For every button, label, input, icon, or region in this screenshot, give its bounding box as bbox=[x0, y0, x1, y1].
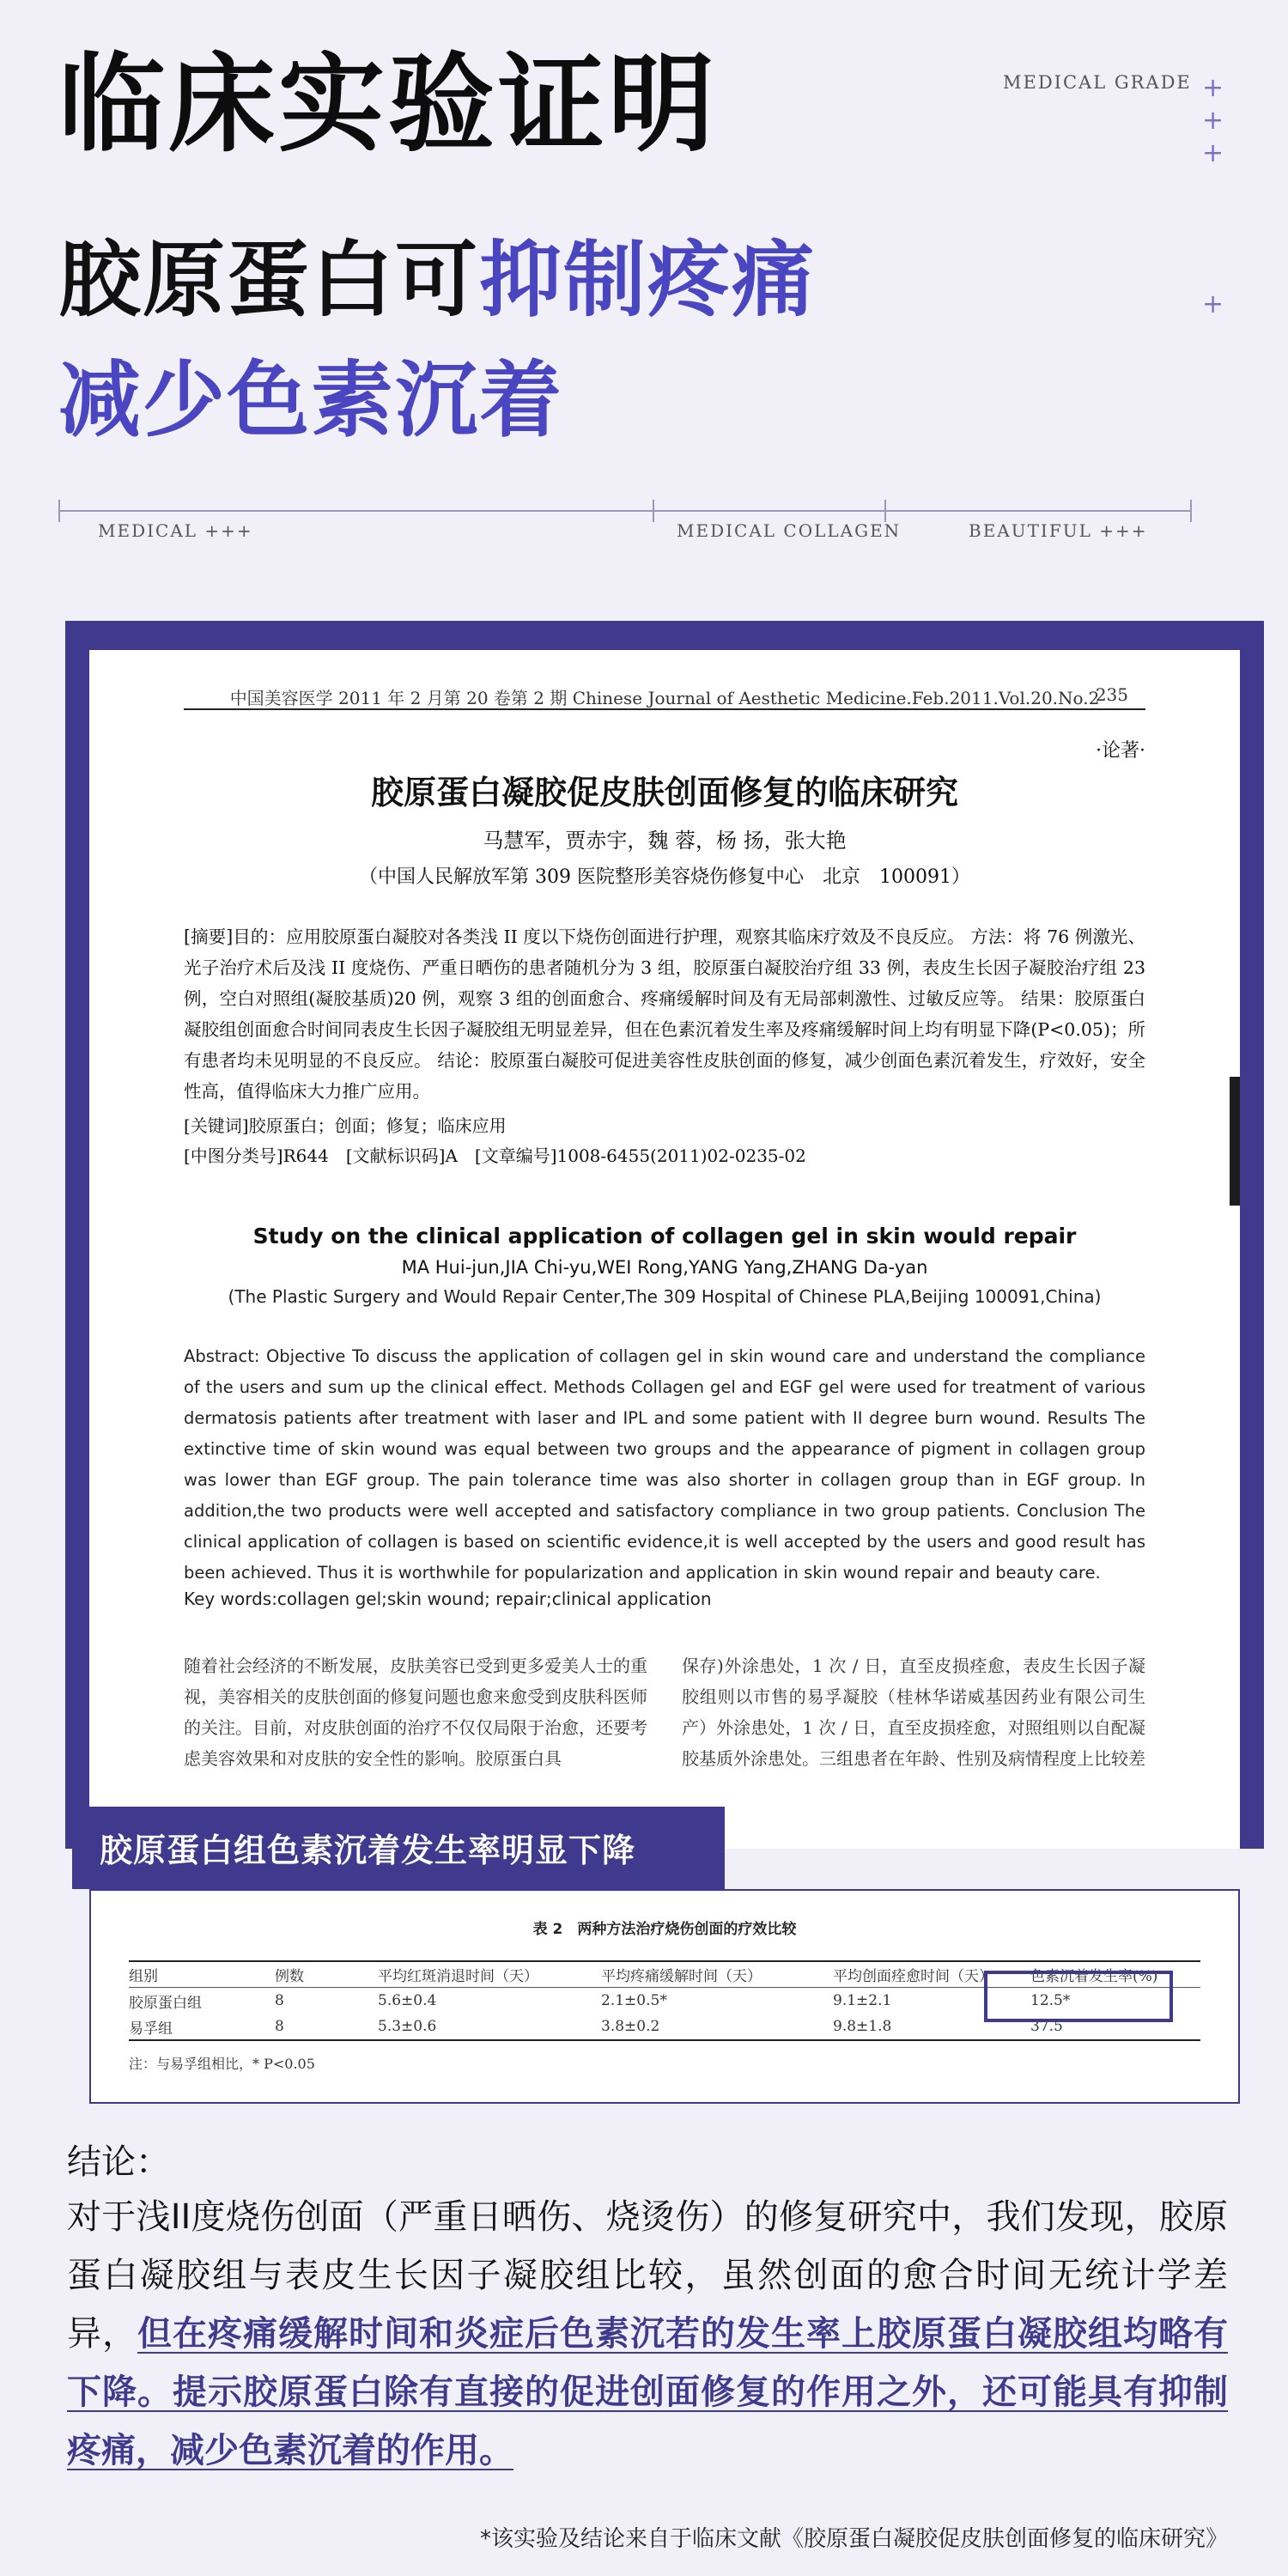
table-header-cell: 组别 bbox=[129, 1968, 158, 1985]
table-cell: 12.5* bbox=[1030, 1992, 1071, 2009]
paper-column: ·论著· bbox=[1096, 740, 1145, 762]
paper-affiliation-cn: （中国人民解放军第 309 医院整形美容烧伤修复中心 北京 100091） bbox=[359, 866, 970, 888]
tag-medical-collagen: MEDICAL COLLAGEN bbox=[677, 520, 902, 541]
conclusion-title: 结论： bbox=[67, 2142, 170, 2182]
paper-body bbox=[184, 1650, 1145, 1774]
paper-affiliation-en: (The Plastic Surgery and Would Repair Center,The 309 Hospital of Chinese PLA,Beijing 100091,China) bbox=[228, 1286, 1102, 1307]
paper-title-en: Study on the clinical application of collagen gel in skin would repair bbox=[252, 1224, 1077, 1249]
divider-tick bbox=[884, 500, 886, 522]
divider-tick bbox=[58, 500, 60, 522]
paper-body-left: 随着社会经济的不断发展，皮肤美容已受到更多爱美人士的重视，美容相关的皮肤创面的修复问题也愈来愈受到皮肤科医师的关注。目前，对皮肤创面的治疗不仅仅局限于治愈，还要考虑美容效果和对皮肤的安全性的影响。胶原蛋白具 bbox=[184, 1656, 647, 1769]
subtitle-line-1 bbox=[58, 232, 816, 328]
table-header-cell: 平均红斑消退时间（天） bbox=[378, 1968, 538, 1985]
plus-icon: + bbox=[1202, 138, 1224, 168]
table-header-cell: 平均创面痊愈时间（天） bbox=[833, 1968, 993, 1985]
paper-title-cn: 胶原蛋白凝胶促皮肤创面修复的临床研究 bbox=[370, 773, 958, 811]
paper-body-right: 保存)外涂患处，1 次 / 日，直至皮损痊愈，表皮生长因子凝胶组则以市售的易孚凝胶（桂林华诺威基因药业有限公司生产）外涂患处，1 次 / 日，直至皮损痊愈，对照组则以自配凝胶基质外涂患处。三组患者在年龄、性别及病情程度上比较差 bbox=[682, 1656, 1145, 1769]
plus-icon: + bbox=[1202, 73, 1224, 103]
divider-tick bbox=[1190, 500, 1192, 522]
page-title: 临床实验证明 bbox=[58, 43, 719, 167]
table-header-cell: 例数 bbox=[275, 1968, 304, 1985]
table-cell: 37.5 bbox=[1030, 2018, 1063, 2035]
paper-abstract-cn: [摘要]目的：应用胶原蛋白凝胶对各类浅 II 度以下烧伤创面进行护理，观察其临床疗效及不良反应。 方法：将 76 例激光、光子治疗术后及浅 II 度烧伤、严重日晒伤的患者随机分为 3 组，胶原蛋白凝胶治疗组 33 例，表皮生长因子凝胶治疗组 23 例，空白对照组(凝胶基质)20 例，观察 3 组的创面愈合、疼痛缓解时间及有无局部刺激性、过敏反应等。 结果：胶原蛋白凝胶组创面愈合时间同表皮生长因子凝胶组无明显差异，但在色素沉着发生率及疼痛缓解时间上均有明显下降(P<0.05)；所有患者均未见明显的不良反应。 结论：胶原蛋白凝胶可促进美容性皮肤创面的修复，减少创面色素沉着发生，疗效好，安全性高，值得临床大力推广应用。 bbox=[184, 927, 1145, 1102]
table-cell: 8 bbox=[275, 1992, 284, 2009]
table-cell: 2.1±0.5* bbox=[601, 1992, 667, 2009]
table-header-cell: 平均疼痛缓解时间（天） bbox=[601, 1968, 762, 1985]
table-title: 表 2 两种方法治疗烧伤创面的疗效比较 bbox=[532, 1921, 797, 1938]
table-cell: 胶原蛋白组 bbox=[129, 1994, 202, 2012]
page-number: 235 bbox=[1095, 684, 1128, 705]
table-cell: 9.1±2.1 bbox=[833, 1992, 892, 2009]
plus-icon: + bbox=[1202, 106, 1224, 136]
subtitle-line-2: 减少色素沉着 bbox=[58, 352, 563, 448]
table-cell: 9.8±1.8 bbox=[833, 2018, 892, 2035]
table-cell: 5.3±0.6 bbox=[378, 2018, 437, 2035]
medical-grade-tag: MEDICAL GRADE bbox=[1003, 72, 1192, 93]
table-cell: 3.8±0.2 bbox=[601, 2018, 660, 2035]
paper-abstract-en: Abstract: Objective To discuss the application of collagen gel in skin wound care and understand the compliance of the users and sum up the clinical effect. Methods Collagen gel and EGF gel were used for treatment of various dermatosis patients after treatment with laser and IPL and some patient with II degree burn wound. Results The extinctive time of skin wound was equal between two groups and the appearance of pigment in collagen group was lower than EGF group. The pain tolerance time was also shorter in collagen group than in EGF group. In addition,the two products were well accepted and satisfactory compliance in two group patients. Conclusion The clinical application of collagen is based on scientific evidence,it is well accepted by the users and good result has been achieved. Thus it is worthwhile for popularization and application in skin wound repair and beauty care. bbox=[184, 1346, 1145, 1583]
paper-classification: [中图分类号]R644 [文献标识码]A [文章编号]1008-6455(2011)02-0235-02 bbox=[184, 1145, 806, 1166]
result-banner: 胶原蛋白组色素沉着发生率明显下降 bbox=[72, 1807, 725, 1889]
subtitle-highlight: 抑制疼痛 bbox=[479, 232, 816, 328]
paper-authors-cn: 马慧军，贾赤宇，魏 蓉，杨 扬，张大艳 bbox=[483, 829, 847, 853]
journal-citation: 中国美容医学 2011 年 2 月第 20 卷第 2 期 Chinese Journal of Aesthetic Medicine.Feb.2011.Vol.20.No.2 bbox=[229, 688, 1100, 708]
page-edge-mark bbox=[1230, 1077, 1240, 1206]
highlight-box bbox=[984, 1971, 1173, 2022]
table-cell: 5.6±0.4 bbox=[378, 1992, 437, 2009]
conclusion-plain: 对于浅II度烧伤创面（严重日晒伤、烧烫伤）的修复研究中，我们发现，胶原蛋白凝胶组与表皮生长因子凝胶组比较，虽然创面的愈合时间无统计学差异， bbox=[67, 2197, 1228, 2354]
tag-beautiful: BEAUTIFUL +++ bbox=[969, 520, 1148, 541]
source-footnote: *该实验及结论来自于临床文献《胶原蛋白凝胶促皮肤创面修复的临床研究》 bbox=[479, 2526, 1228, 2552]
divider-tick bbox=[653, 500, 654, 522]
paper-keywords-en: Key words:collagen gel;skin wound; repair;clinical application bbox=[184, 1589, 712, 1609]
divider-rule bbox=[58, 510, 1192, 512]
subtitle-part1: 胶原蛋白可 bbox=[58, 232, 479, 328]
table-cell: 易孚组 bbox=[129, 2020, 173, 2038]
paper-excerpt bbox=[89, 650, 1240, 1849]
plus-icon: + bbox=[1202, 289, 1224, 319]
conclusion-highlight: 但在疼痛缓解时间和炎症后色素沉若的发生率上胶原蛋白凝胶组均略有下降。提示胶原蛋白除有直接的促进创面修复的作用之外，还可能具有抑制疼痛，减少色素沉着的作用。 bbox=[67, 2314, 1228, 2470]
paper-authors-en: MA Hui-jun,JIA Chi-yu,WEI Rong,YANG Yang,ZHANG Da-yan bbox=[401, 1257, 928, 1278]
conclusion-text bbox=[67, 2188, 1228, 2480]
paper-keywords-cn: [关键词]胶原蛋白；创面；修复；临床应用 bbox=[184, 1115, 507, 1136]
journal-header bbox=[184, 672, 1145, 710]
table-cell: 8 bbox=[275, 2018, 284, 2035]
table-note: 注：与易孚组相比，* P<0.05 bbox=[129, 2056, 315, 2072]
table-header-cell: 色素沉着发生率(%) bbox=[1030, 1968, 1158, 1985]
tag-medical: MEDICAL +++ bbox=[98, 520, 253, 541]
